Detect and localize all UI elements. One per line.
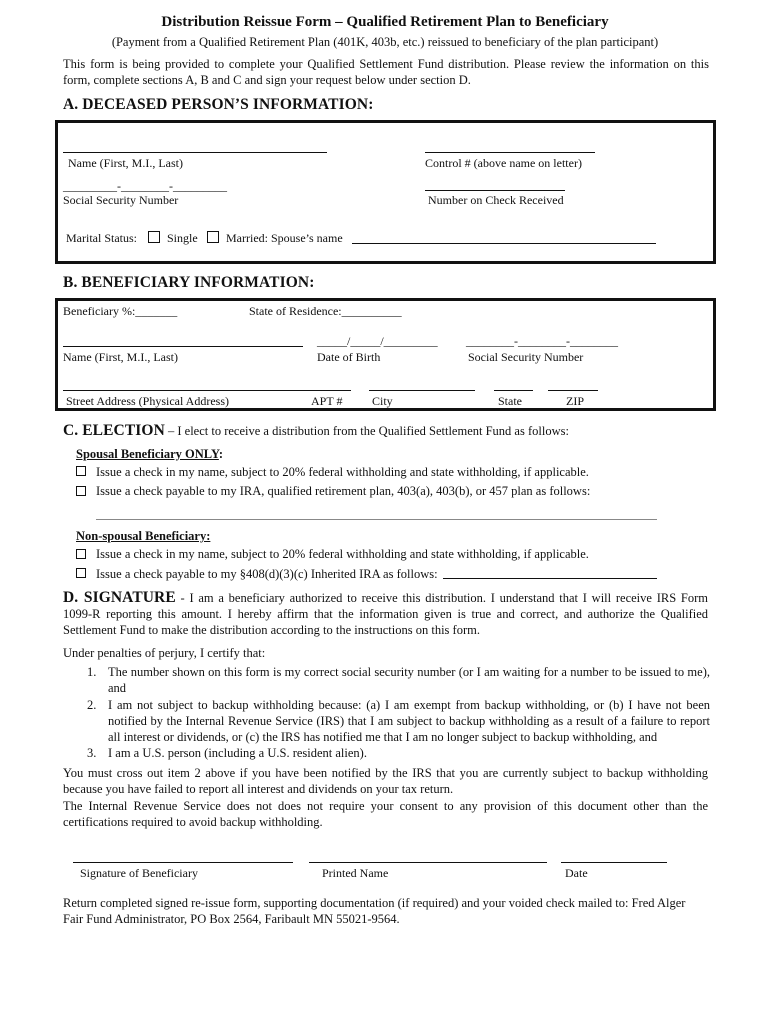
signature-label: Signature of Beneficiary xyxy=(80,866,198,880)
dob-label: Date of Birth xyxy=(317,350,381,364)
beneficiary-ssn-label: Social Security Number xyxy=(468,350,584,364)
deceased-ssn-label: Social Security Number xyxy=(63,193,179,207)
spousal-heading-colon: : xyxy=(218,447,224,461)
section-c-heading: C. ELECTION xyxy=(63,422,165,439)
nonspousal-option-2-checkbox[interactable] xyxy=(76,568,86,578)
control-number-label: Control # (above name on letter) xyxy=(425,156,582,170)
zip-label: ZIP xyxy=(566,394,584,408)
street-line[interactable] xyxy=(63,390,351,391)
nonspousal-option-1-label: Issue a check in my name, subject to 20% federal withholding and state withholding, if applicable. xyxy=(96,547,589,561)
city-label: City xyxy=(372,394,393,408)
beneficiary-ssn-field[interactable]: ________-________-________ xyxy=(466,334,618,348)
spousal-heading-row xyxy=(76,446,223,462)
cert-item-1-text: The number shown on this form is my correct social security number (or I am waiting for a number to be issued to me), and xyxy=(108,665,710,695)
cert-item-1-num: 1. xyxy=(87,665,97,679)
spousal-heading: Spousal Beneficiary ONLY xyxy=(76,447,219,461)
form-title: Distribution Reissue Form – Qualified Retirement Plan to Beneficiary xyxy=(161,14,609,30)
check-number-line[interactable] xyxy=(425,190,565,191)
spousal-option-2-label: Issue a check payable to my IRA, qualified retirement plan, 403(a), 403(b), or 457 plan as follows: xyxy=(96,484,591,498)
zip-line[interactable] xyxy=(548,390,598,391)
irs-consent-note: The Internal Revenue Service does not does not require your consent to any provision of this document other than the certifications required to avoid backup withholding. xyxy=(63,799,708,829)
nonspousal-option-2-label: Issue a check payable to my §408(d)(3)(c) Inherited IRA as follows: xyxy=(96,567,438,581)
city-line[interactable] xyxy=(369,390,475,391)
cert-item-2-text: I am not subject to backup withholding because: (a) I am exempt from backup withholding, or (b) I have not been notified by the Internal Revenue Service (IRS) that I am subject to backup withholding as a result of a failure to report all interest or dividends, or (c) the IRS has notified me that I am no longer subject to backup withholding, and xyxy=(108,698,710,744)
single-checkbox[interactable] xyxy=(148,231,160,243)
apt-label: APT # xyxy=(311,394,343,408)
inherited-ira-line[interactable] xyxy=(443,578,657,579)
married-checkbox[interactable] xyxy=(207,231,219,243)
marital-status-label: Marital Status: xyxy=(66,231,137,245)
printed-name-line[interactable] xyxy=(309,862,547,863)
deceased-ssn-field[interactable]: _________-________-_________ xyxy=(63,179,227,193)
printed-name-label: Printed Name xyxy=(322,866,389,880)
spouse-name-line[interactable] xyxy=(352,243,656,244)
section-c-instruction: – I elect to receive a distribution from the Qualified Settlement Fund as follows: xyxy=(164,424,569,438)
nonspousal-heading: Non-spousal Beneficiary: xyxy=(76,529,211,543)
date-label: Date xyxy=(565,866,588,880)
section-d-text: - I am a beneficiary authorized to receive this distribution. I understand that I will receive IRS Form 1099-R reporting this amount. I hereby affirm that the information given is true and correct, and authorize the Qualified Settlement Fund to make the distribution according to the instructions on this form. xyxy=(63,591,708,637)
beneficiary-percent-field[interactable]: Beneficiary %:_______ xyxy=(63,304,178,318)
state-of-residence-field[interactable]: State of Residence:__________ xyxy=(249,304,402,318)
date-line[interactable] xyxy=(561,862,667,863)
intro-text: This form is being provided to complete your Qualified Settlement Fund distribution. Please review the information on this form, complete sections A, B and C and sign your request below under section D. xyxy=(63,57,709,87)
state-line[interactable] xyxy=(494,390,533,391)
section-b-heading: B. BENEFICIARY INFORMATION: xyxy=(63,274,315,291)
deceased-name-label: Name (First, M.I., Last) xyxy=(68,156,183,170)
section-c-heading-row xyxy=(63,422,569,440)
check-number-label: Number on Check Received xyxy=(428,193,564,207)
single-label: Single xyxy=(167,231,198,245)
married-label: Married: Spouse’s name xyxy=(226,231,343,245)
cert-item-3-text: I am a U.S. person (including a U.S. resident alien). xyxy=(108,746,367,760)
nonspousal-option-1-checkbox[interactable] xyxy=(76,549,86,559)
section-d-heading: D. SIGNATURE xyxy=(63,589,176,606)
section-d-paragraph xyxy=(63,590,708,638)
beneficiary-name-label: Name (First, M.I., Last) xyxy=(63,350,178,364)
cert-item-2-num: 2. xyxy=(87,698,97,712)
signature-line[interactable] xyxy=(73,862,293,863)
dob-field[interactable]: _____/_____/_________ xyxy=(317,334,438,348)
spousal-option-1-checkbox[interactable] xyxy=(76,466,86,476)
section-a-heading: A. DECEASED PERSON’S INFORMATION: xyxy=(63,96,374,113)
deceased-name-line[interactable] xyxy=(63,152,327,153)
footer-mailing-instructions: Return completed signed re-issue form, supporting documentation (if required) and your voided check mailed to: Fred Alger Fair Fund Administrator, PO Box 2564, Faribault MN 55021-9564. xyxy=(63,896,686,926)
cross-out-note: You must cross out item 2 above if you have been notified by the IRS that you are currently subject to backup withholding because you have failed to report all interest and dividends on your tax return. xyxy=(63,766,708,796)
street-label: Street Address (Physical Address) xyxy=(66,394,229,408)
cert-item-3-num: 3. xyxy=(87,746,97,760)
spousal-plan-line[interactable] xyxy=(96,519,657,520)
beneficiary-name-line[interactable] xyxy=(63,346,303,347)
control-number-line[interactable] xyxy=(425,152,595,153)
spousal-option-2-checkbox[interactable] xyxy=(76,486,86,496)
perjury-intro: Under penalties of perjury, I certify that: xyxy=(63,646,266,660)
spousal-option-1-label: Issue a check in my name, subject to 20% federal withholding and state withholding, if applicable. xyxy=(96,465,589,479)
state-label: State xyxy=(498,394,522,408)
form-subtitle: (Payment from a Qualified Retirement Plan (401K, 403b, etc.) reissued to beneficiary of the plan participant) xyxy=(111,35,659,49)
